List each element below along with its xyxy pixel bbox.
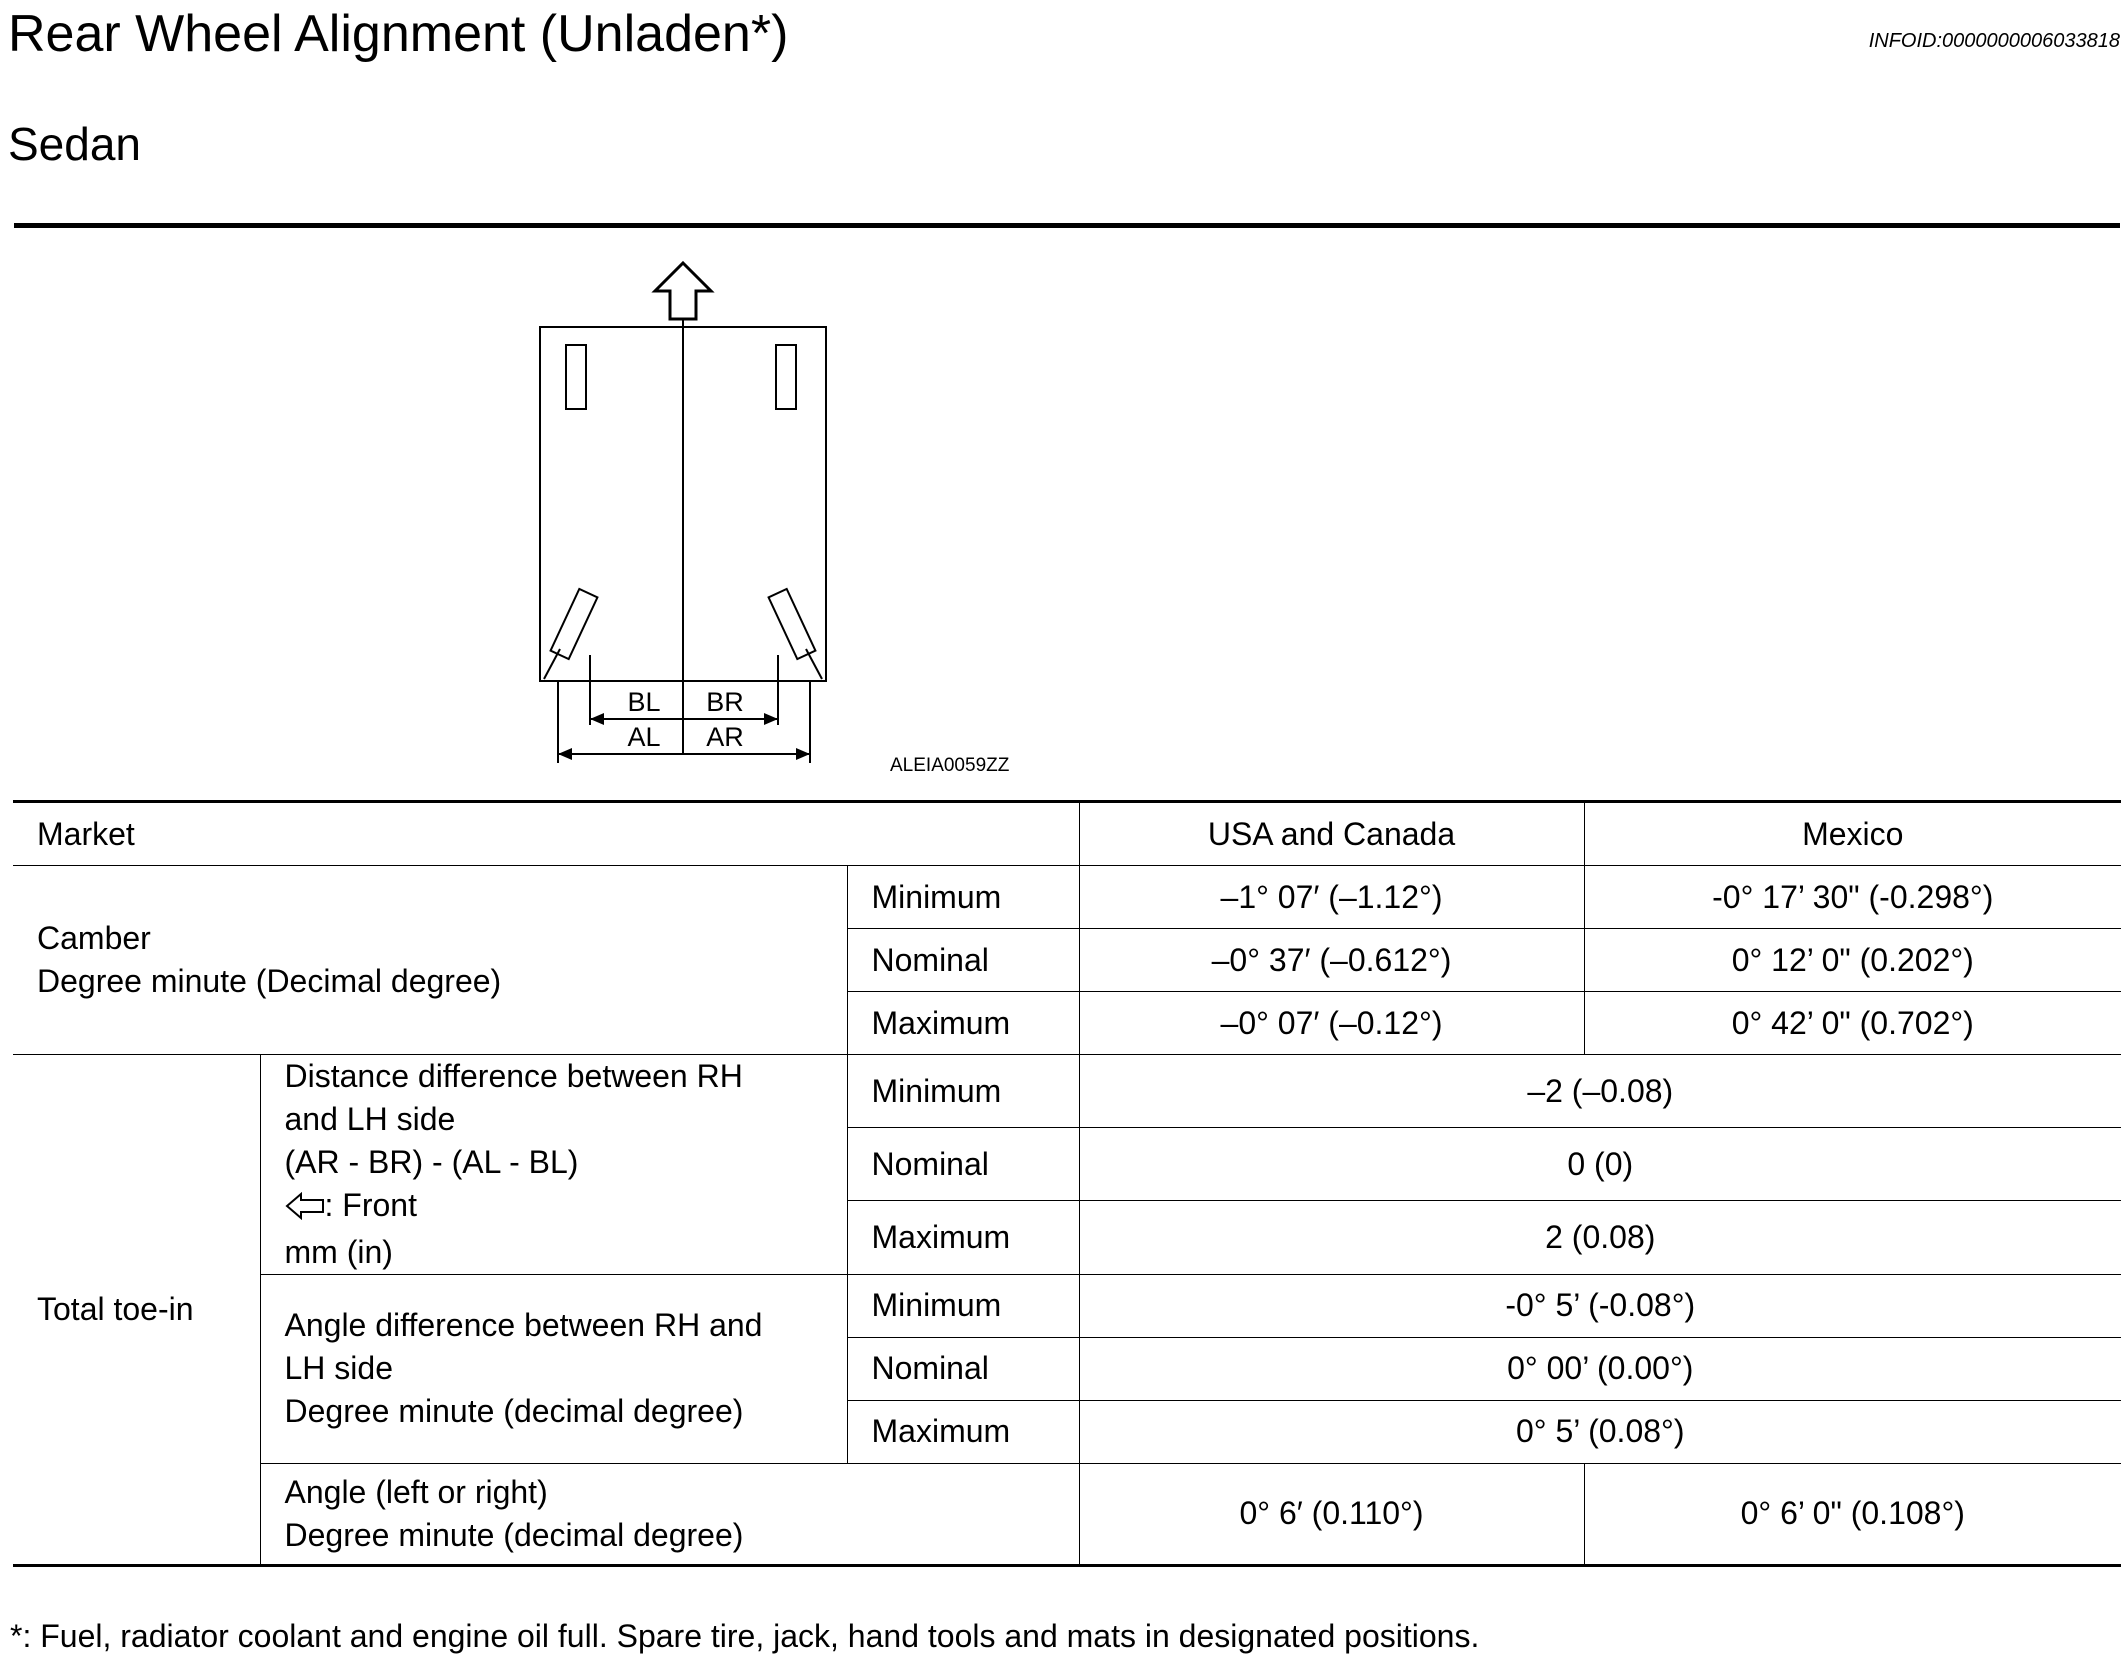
table-row (13, 1055, 2121, 1128)
market-header: Market (13, 802, 1079, 866)
distance-value: 2 (0.08) (1079, 1201, 2121, 1274)
angle-difference-value: 0° 00’ (0.00°) (1079, 1337, 2121, 1400)
rear-right-wheel (769, 589, 816, 659)
page-title: Rear Wheel Alignment (Unladen*) (8, 5, 789, 63)
label-ar: AR (706, 722, 744, 752)
front-right-wheel (776, 345, 796, 409)
label-bl: BL (627, 687, 661, 717)
mexico-header: Mexico (1584, 802, 2121, 866)
label-al: AL (627, 722, 661, 752)
camber-usa-value: –0° 37′ (–0.612°) (1079, 929, 1584, 992)
angle-difference-value: -0° 5’ (-0.08°) (1079, 1274, 2121, 1337)
page-subtitle: Sedan (8, 118, 142, 170)
alignment-spec-table (13, 800, 2121, 1567)
distance-level: Nominal (847, 1128, 1079, 1201)
header-rule (14, 223, 2120, 228)
table-row (13, 1463, 2121, 1565)
angle-difference-value: 0° 5’ (0.08°) (1079, 1400, 2121, 1463)
camber-mexico-value: 0° 42’ 0" (0.702°) (1584, 992, 2121, 1055)
camber-level: Maximum (847, 992, 1079, 1055)
front-left-wheel (566, 345, 586, 409)
distance-level: Maximum (847, 1201, 1079, 1274)
distance-level: Minimum (847, 1055, 1079, 1128)
angle-difference-level: Nominal (847, 1337, 1079, 1400)
table-row (13, 866, 2121, 929)
info-id: INFOID:0000000006033818 (1868, 30, 2120, 52)
total-toe-in-label: Total toe-in (13, 1055, 260, 1566)
usa-canada-header: USA and Canada (1079, 802, 1584, 866)
figure-id: ALEIA0059ZZ (890, 755, 1010, 776)
label-br: BR (706, 687, 744, 717)
distance-value: 0 (0) (1079, 1128, 2121, 1201)
angle-mexico-value: 0° 6’ 0" (0.108°) (1584, 1463, 2121, 1565)
angle-difference-level: Maximum (847, 1400, 1079, 1463)
camber-mexico-value: -0° 17’ 30" (-0.298°) (1584, 866, 2121, 929)
camber-level: Minimum (847, 866, 1079, 929)
angle-usa-value: 0° 6′ (0.110°) (1079, 1463, 1584, 1565)
rear-left-wheel (551, 589, 598, 659)
angle-left-right-label: Angle (left or right) Degree minute (decimal degree) (260, 1463, 1079, 1565)
front-arrow-icon (285, 1192, 325, 1220)
camber-level: Nominal (847, 929, 1079, 992)
toe-in-diagram (520, 255, 840, 775)
table-header-row (13, 802, 2121, 866)
camber-mexico-value: 0° 12’ 0" (0.202°) (1584, 929, 2121, 992)
angle-difference-label: Angle difference between RH and LH side Degree minute (decimal degree) (260, 1274, 847, 1463)
distance-difference-label: Distance difference between RH and LH side (AR - BR) - (AL - BL) : Front mm (in) (260, 1055, 847, 1275)
front-arrow-icon (655, 263, 711, 319)
table-row (13, 1274, 2121, 1337)
camber-usa-value: –0° 07′ (–0.12°) (1079, 992, 1584, 1055)
footnote: *: Fuel, radiator coolant and engine oil full. Spare tire, jack, hand tools and mats in designated positions. (10, 1618, 1480, 1654)
angle-difference-level: Minimum (847, 1274, 1079, 1337)
camber-label: Camber Degree minute (Decimal degree) (13, 866, 847, 1055)
camber-usa-value: –1° 07′ (–1.12°) (1079, 866, 1584, 929)
distance-value: –2 (–0.08) (1079, 1055, 2121, 1128)
